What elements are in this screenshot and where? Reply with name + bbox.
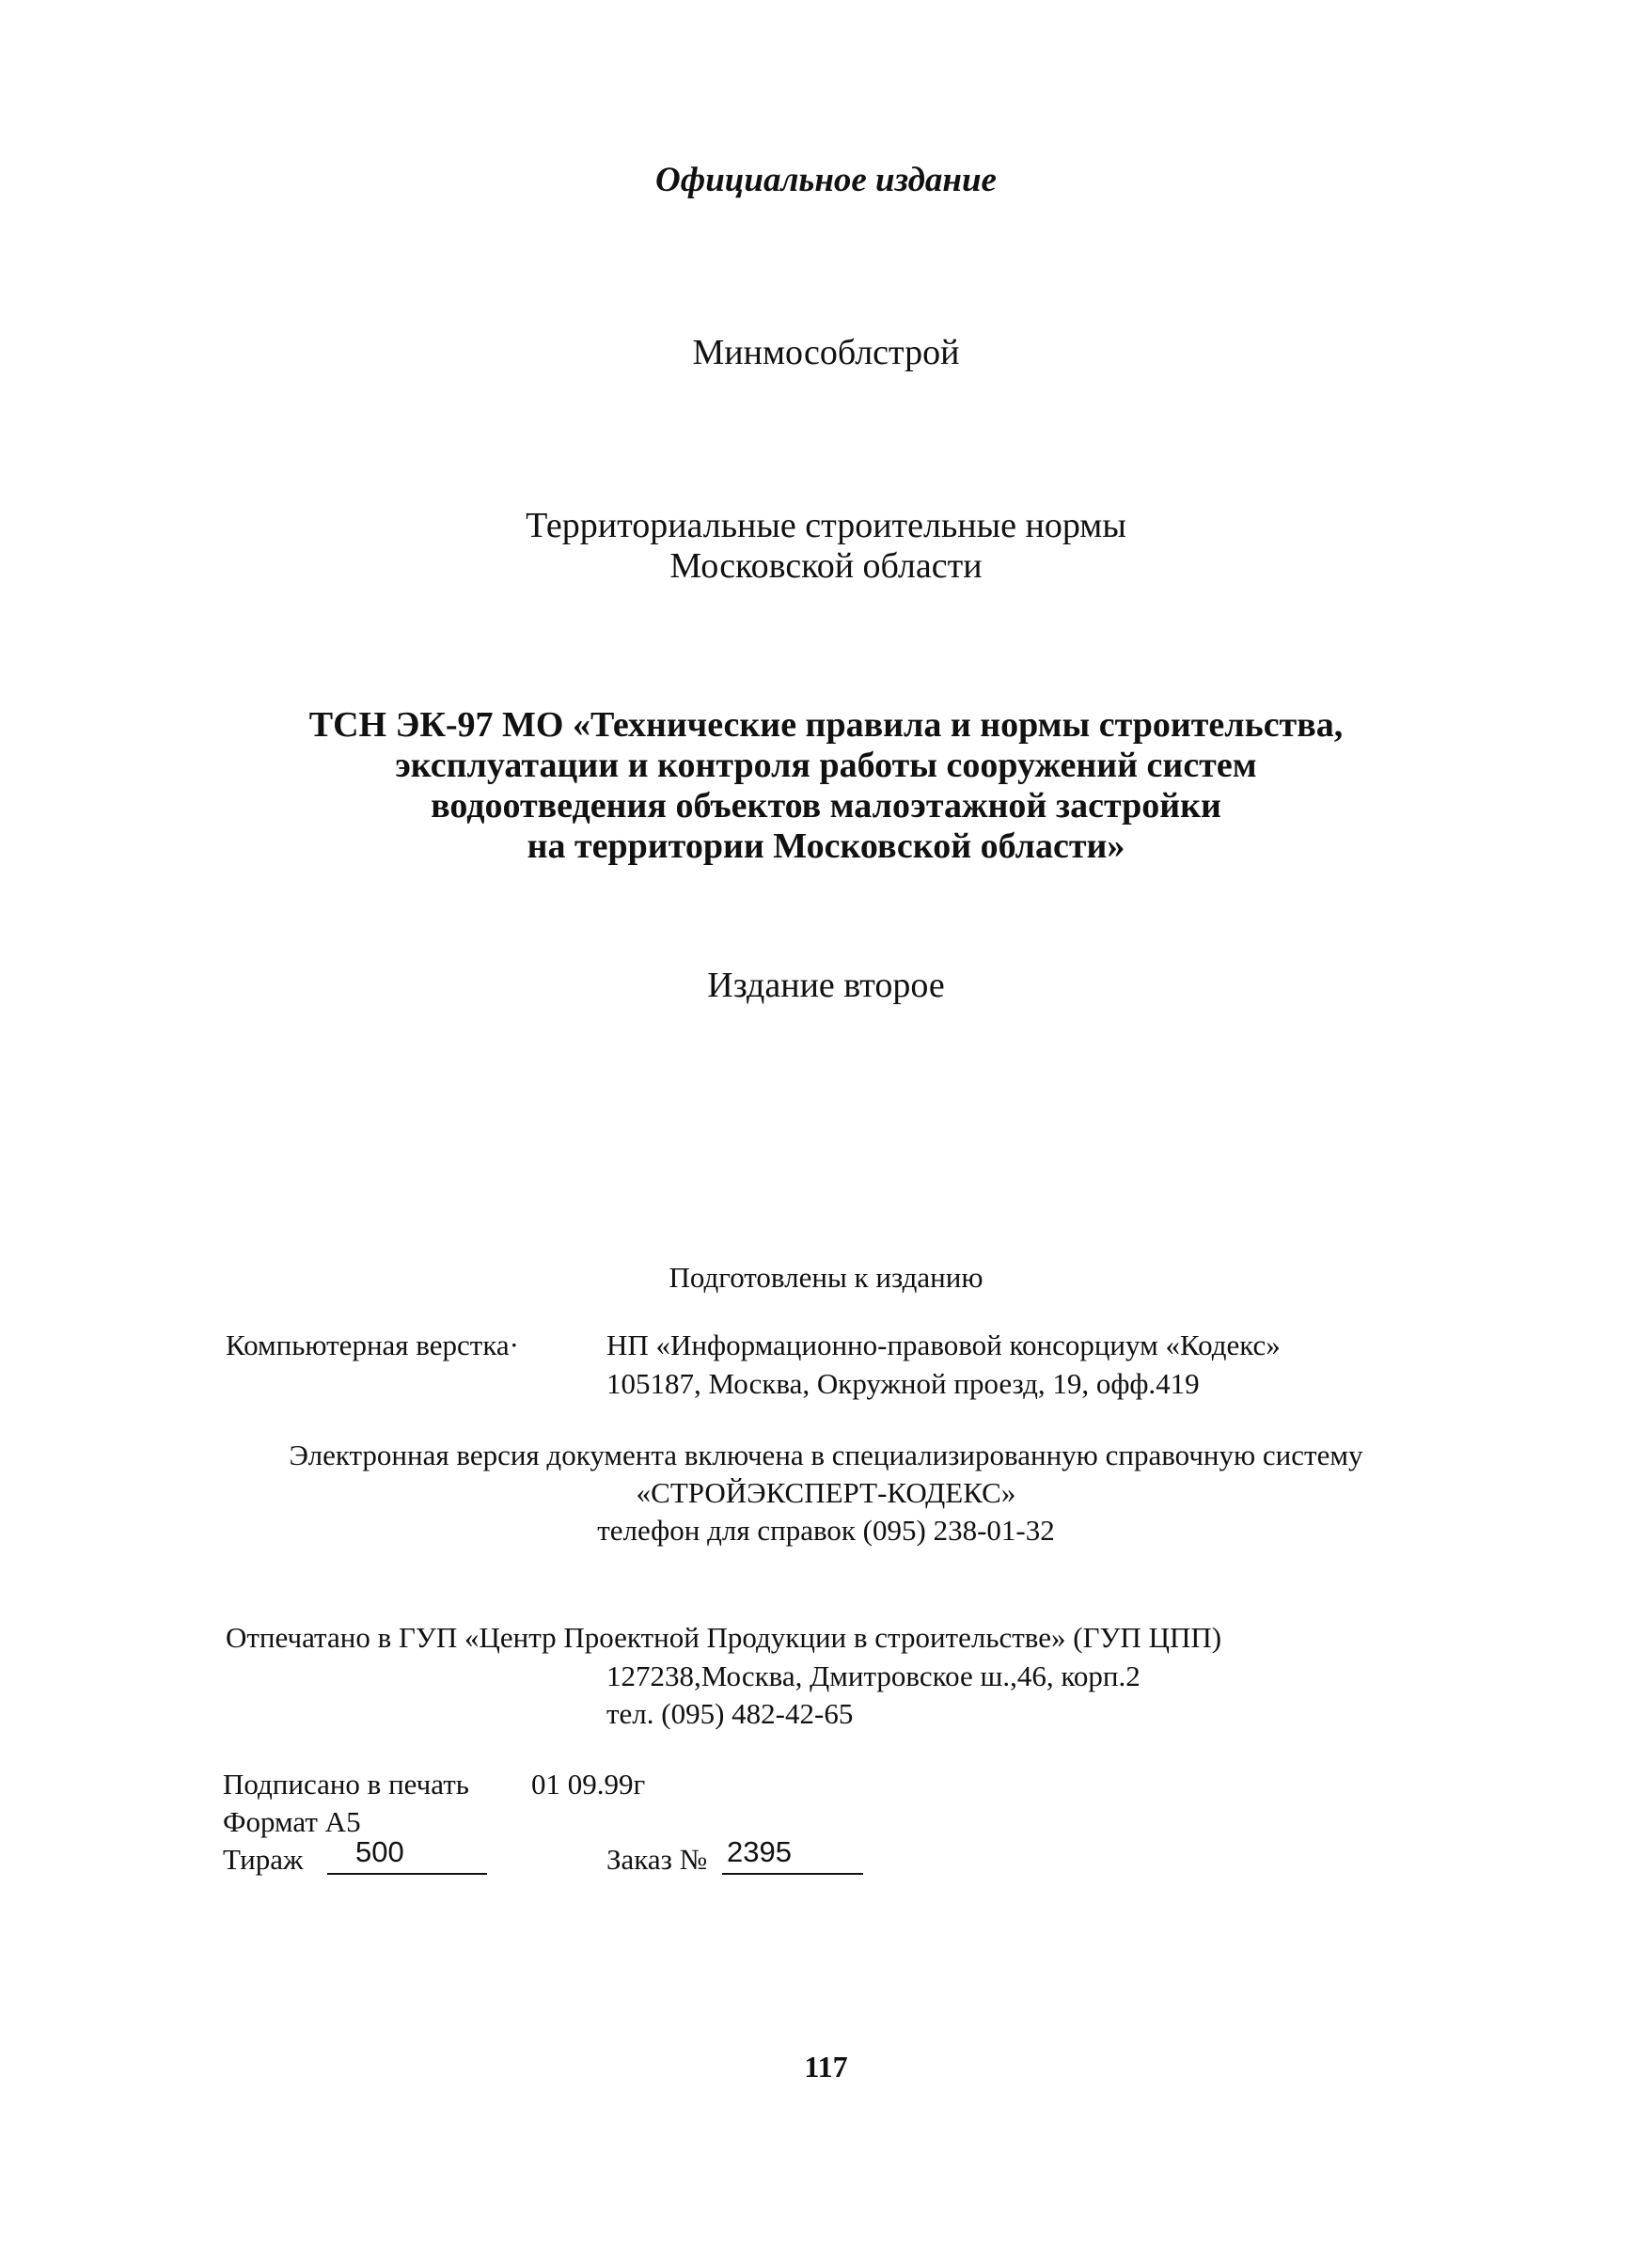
electronic-version-note xyxy=(0,1437,1652,1549)
prepared-label: Подготовлены к изданию xyxy=(669,1261,983,1294)
order-number-underline xyxy=(722,1873,863,1875)
electronic-note-line-3: телефон для справок (095) 238-01-32 xyxy=(597,1514,1055,1547)
print-run-underline xyxy=(327,1873,487,1875)
print-run-label: Тираж xyxy=(223,1843,304,1876)
norms-heading xyxy=(0,506,1652,587)
document-title-line-3: водоотведения объектов малоэтажной застройки xyxy=(431,786,1221,826)
norms-heading-line-1: Территориальные строительные нормы xyxy=(526,506,1126,545)
ministry-name: Минмособлстрой xyxy=(692,333,960,372)
document-title-line-1: ТСН ЭК-97 МО «Технические правила и нормы строительства, xyxy=(308,705,1344,745)
printed-at-label: Отпечатано в ГУП «Центр Проектной Продукции в строительстве» (ГУП ЦПП) xyxy=(226,1621,1222,1654)
print-run-value: 500 xyxy=(355,1835,404,1868)
document-title-line-4: на территории Московской области» xyxy=(527,826,1125,866)
layout-label: Компьютерная верстка· xyxy=(226,1329,519,1361)
order-number-value: 2395 xyxy=(727,1835,792,1868)
order-number-label: Заказ № xyxy=(606,1843,708,1876)
edition-label: Издание второе xyxy=(707,966,945,1005)
printer-address: 127238,Москва, Дмитровское ш.,46, корп.2 xyxy=(606,1659,1141,1692)
electronic-note-line-2: «СТРОЙЭКСПЕРТ-КОДЕКС» xyxy=(636,1476,1016,1509)
document-title xyxy=(0,705,1652,867)
printer-phone: тел. (095) 482-42-65 xyxy=(606,1697,854,1730)
official-edition-heading: Официальное издание xyxy=(655,161,997,199)
document-title-line-2: эксплуатации и контроля работы сооружений систем xyxy=(395,746,1257,785)
electronic-note-line-1: Электронная версия документа включена в специализированную справочную систему xyxy=(289,1439,1363,1471)
layout-organization: НП «Информационно-правовой консорциум «Кодекс» xyxy=(606,1329,1281,1361)
signed-for-print-label: Подписано в печать xyxy=(223,1768,469,1801)
page-number: 117 xyxy=(804,2050,848,2084)
format-label: Формат А5 xyxy=(223,1805,361,1838)
norms-heading-line-2: Московской области xyxy=(669,546,983,586)
signed-for-print-date: 01 09.99г xyxy=(531,1768,646,1801)
layout-address: 105187, Москва, Окружной проезд, 19, офф.419 xyxy=(606,1367,1200,1400)
